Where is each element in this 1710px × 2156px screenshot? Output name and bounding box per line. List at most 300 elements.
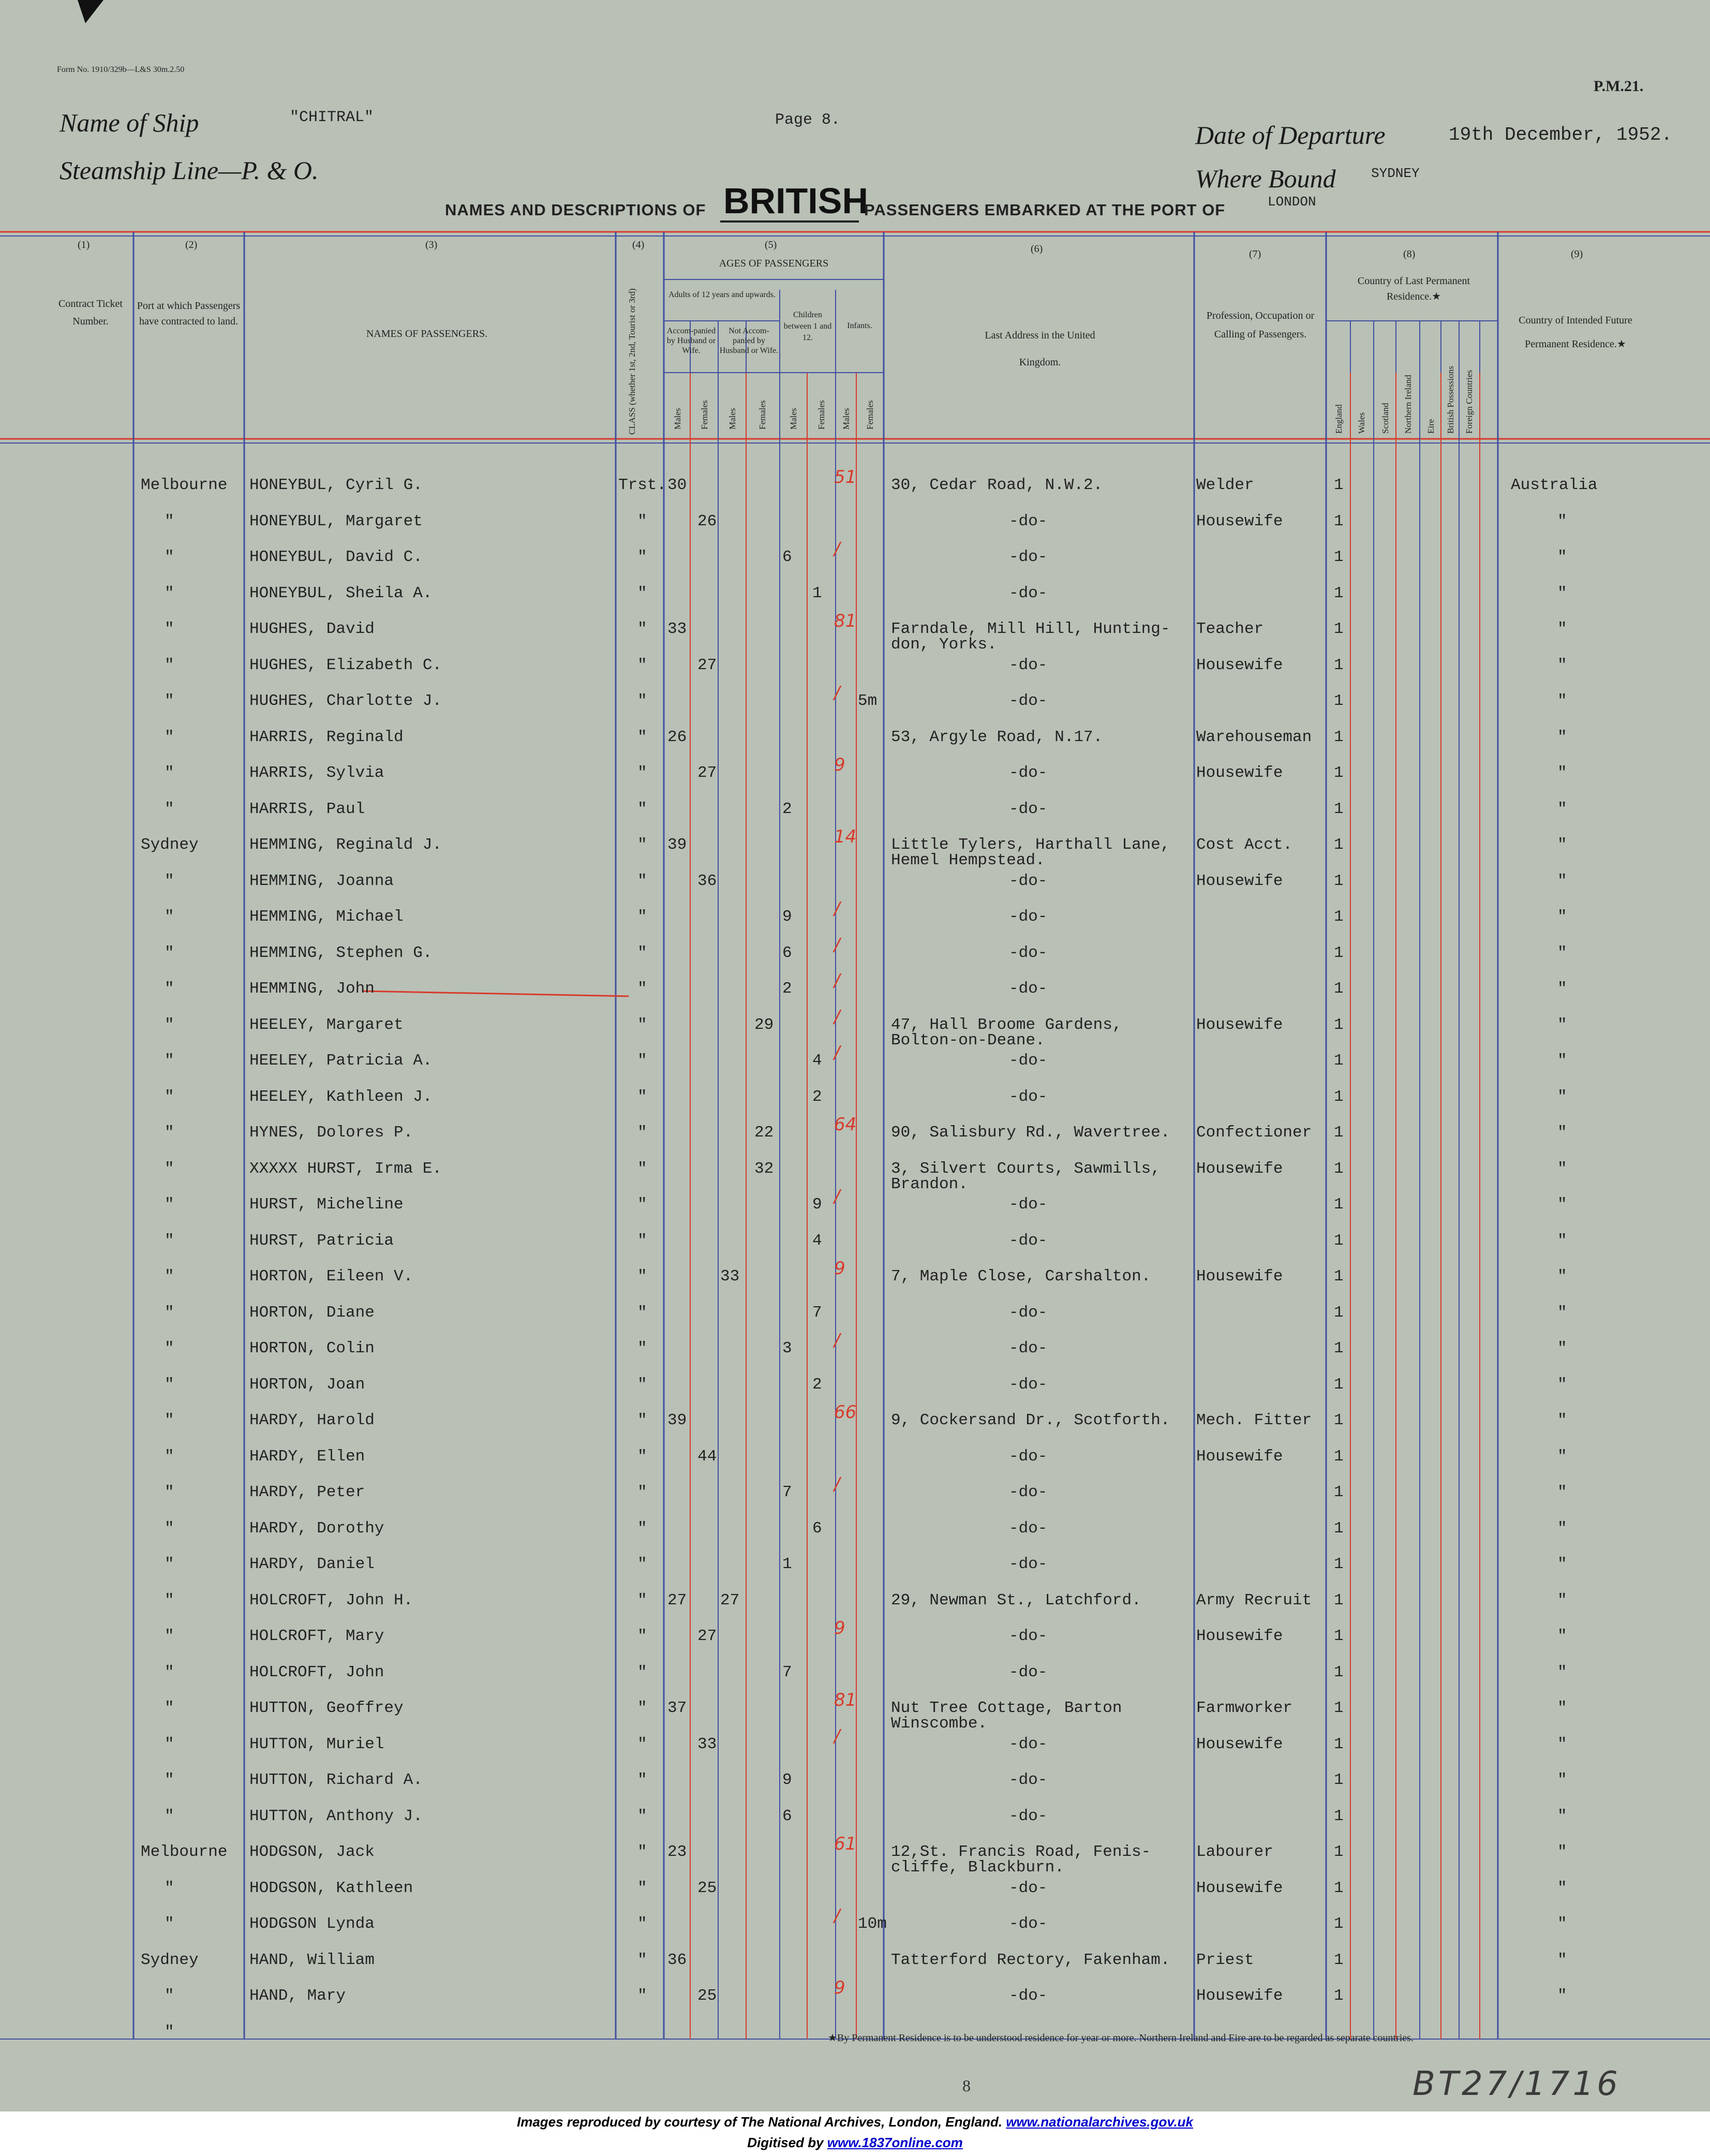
table-row — [0, 872, 1710, 908]
table-row — [0, 1618, 1710, 1663]
table-row — [0, 1042, 1710, 1088]
table-row — [0, 1690, 1710, 1735]
cell-cls: " — [637, 1375, 647, 1394]
cell-dest: " — [1557, 943, 1567, 962]
cell-prof: Housewife — [1196, 764, 1283, 782]
cell-surname: HORTON, — [249, 1339, 317, 1357]
cell-given: Kathleen — [336, 1879, 413, 1897]
cell-surname: HODGSON, — [249, 1843, 326, 1861]
form-code: P.M.21. — [1594, 78, 1644, 95]
cell-mark: / — [834, 1006, 840, 1027]
cell-mark: / — [834, 1474, 840, 1495]
cell-af: 33 — [697, 1735, 717, 1753]
cell-surname: HEMMING, — [249, 836, 326, 854]
cell-addr: -do- — [1009, 1195, 1048, 1214]
cell-addr: -do- — [1009, 1087, 1048, 1106]
cell-dest: " — [1557, 872, 1567, 890]
cell-am: 39 — [667, 1411, 687, 1429]
cell-prof: Warehouseman — [1196, 728, 1312, 746]
cell-eng: 1 — [1334, 1447, 1344, 1466]
cell-dest: " — [1557, 1052, 1567, 1070]
cell-addr: -do- — [1009, 1987, 1048, 2005]
col-number: (6) — [1031, 243, 1043, 255]
cell-prof: Housewife — [1196, 656, 1283, 674]
cell-cls: " — [637, 692, 647, 710]
cell-dest: " — [1557, 980, 1567, 998]
cell-addr: Farndale, Mill Hill, Hunting- — [891, 620, 1170, 638]
cell-surname: HODGSON — [249, 1915, 317, 1933]
cell-eng: 1 — [1334, 476, 1344, 494]
cell-cls: " — [637, 620, 647, 638]
cell-cm: 2 — [782, 800, 792, 818]
cell-given: John H. — [346, 1591, 413, 1609]
cell-given: Kathleen J. — [326, 1087, 433, 1106]
cell-port: " — [165, 1771, 174, 1789]
table-row — [0, 934, 1710, 980]
adults-header: Adults of 12 years and upwards. — [668, 290, 776, 299]
cell-addr: -do- — [1009, 1303, 1048, 1322]
table-row — [0, 1160, 1710, 1196]
cell-given: Joan — [326, 1375, 365, 1394]
cell-dest: " — [1557, 836, 1567, 854]
cell-mark: / — [834, 1186, 840, 1207]
cell-surname: HARRIS, — [249, 764, 317, 782]
age-sub-header: Males — [841, 408, 851, 430]
departure-date: 19th December, 1952. — [1449, 124, 1673, 145]
cell-cm: 7 — [782, 1663, 792, 1681]
cell-cm: 2 — [782, 980, 792, 998]
cell-port: Sydney — [141, 1951, 199, 1969]
nationalarchives-link[interactable]: www.nationalarchives.gov.uk — [1006, 2114, 1194, 2130]
cell-prof: Welder — [1196, 476, 1254, 494]
table-row — [0, 1232, 1710, 1268]
cell-addr: -do- — [1009, 908, 1048, 926]
cell-dest: " — [1557, 1987, 1567, 2005]
cell-mark: 61 — [834, 1834, 857, 1854]
cell-eng: 1 — [1334, 1124, 1344, 1142]
cell-am: 30 — [667, 476, 687, 494]
cell-addr: 47, Hall Broome Gardens, — [891, 1015, 1122, 1034]
cell-addr: -do- — [1009, 1375, 1048, 1394]
cell-surname: HUGHES, — [249, 692, 317, 710]
cell-cls: " — [637, 1052, 647, 1070]
cell-addr: -do- — [1009, 1483, 1048, 1501]
cell-cls: " — [637, 764, 647, 782]
cell-given: Charlotte J. — [326, 692, 442, 710]
cell-dest: " — [1557, 908, 1567, 926]
cell-eng: 1 — [1334, 1267, 1344, 1286]
cell-cls: " — [637, 1195, 647, 1214]
cell-surname: HUTTON, — [249, 1699, 317, 1717]
cell-port: " — [165, 1879, 174, 1897]
col-number: (5) — [765, 239, 777, 250]
cell-given: Micheline — [317, 1195, 404, 1214]
table-row — [0, 1258, 1710, 1304]
age-sub-header: Females — [700, 400, 709, 430]
cell-eng: 1 — [1334, 1627, 1344, 1645]
cell-surname: HARRIS, — [249, 728, 317, 746]
cell-addr: -do- — [1009, 1555, 1048, 1573]
cell-addr: -do- — [1009, 1052, 1048, 1070]
cell-cls: " — [637, 1807, 647, 1825]
cell-cls: " — [637, 1951, 647, 1969]
cell-eng: 1 — [1334, 1915, 1344, 1933]
cell-dest: " — [1557, 1591, 1567, 1609]
cell-dest: " — [1557, 728, 1567, 746]
cell-given: Diane — [326, 1303, 375, 1322]
cell-addr2: cliffe, Blackburn. — [891, 1858, 1064, 1877]
cell-af: 27 — [697, 1627, 717, 1645]
cell-dest: Australia — [1511, 476, 1598, 494]
cell-given: David — [326, 620, 375, 638]
cell-prof: Confectioner — [1196, 1124, 1312, 1142]
contract-header: Contract Ticket Number. — [58, 298, 123, 327]
country-sub-header: Wales — [1357, 412, 1366, 434]
cell-port: " — [165, 800, 174, 818]
bound-label: Where Bound — [1195, 164, 1336, 193]
cell-cls: " — [637, 1591, 647, 1609]
cell-cls: " — [637, 1627, 647, 1645]
cell-cls: " — [637, 1879, 647, 1897]
cell-given: Geoffrey — [326, 1699, 404, 1717]
cell-mark: 81 — [834, 1690, 857, 1710]
cell-eng: 1 — [1334, 692, 1344, 710]
cell-addr: -do- — [1009, 943, 1048, 962]
cell-given: Eileen V. — [326, 1267, 413, 1286]
cell-cf: 7 — [812, 1303, 822, 1322]
cell-prof: Housewife — [1196, 1987, 1283, 2005]
cell-dest: " — [1557, 1843, 1567, 1861]
cell-surname: HUGHES, — [249, 656, 317, 674]
cell-af: 25 — [697, 1987, 717, 2005]
credit-text-1: Images reproduced by courtesy of The National Archives, London, England. — [516, 2114, 1003, 2130]
1837online-link[interactable]: www.1837online.com — [827, 2135, 963, 2150]
cell-port: " — [165, 1087, 174, 1106]
cell-am: 37 — [667, 1699, 687, 1717]
cell-af: 36 — [697, 872, 717, 890]
ship-name: "CHITRAL" — [290, 109, 374, 126]
table-row — [0, 826, 1710, 872]
cell-nm: 27 — [720, 1591, 740, 1609]
credit-line-1 — [0, 2111, 1710, 2132]
table-row — [0, 1906, 1710, 1951]
cell-mark: / — [834, 1042, 840, 1063]
cell-cls: " — [637, 512, 647, 530]
cell-eng: 1 — [1334, 1159, 1344, 1178]
cell-port: Sydney — [141, 836, 199, 854]
cell-dest: " — [1557, 512, 1567, 530]
country-sub-header: Foreign Countries — [1464, 370, 1474, 434]
cell-surname: HEMMING, — [249, 908, 326, 926]
cell-mark: 51 — [834, 467, 857, 488]
cell-mark: 9 — [834, 1258, 845, 1279]
cell-port: " — [165, 908, 174, 926]
cell-surname: HEELEY, — [249, 1052, 317, 1070]
cell-addr: 30, Cedar Road, N.W.2. — [891, 476, 1103, 494]
cell-cls: " — [637, 1303, 647, 1322]
cell-cls: " — [637, 800, 647, 818]
cell-addr: Tatterford Rectory, Fakenham. — [891, 1951, 1170, 1969]
credit-footer — [0, 2111, 1710, 2156]
footnote: ★By Permanent Residence is to be understood residence for year or more. Northern Ireland and Eire are to be regarded as separate countries. — [828, 2032, 1414, 2044]
country-sub-header: England — [1334, 404, 1344, 434]
cell-addr: 29, Newman St., Latchford. — [891, 1591, 1141, 1609]
cell-surname: HOLCROFT, — [249, 1591, 336, 1609]
cell-port: " — [165, 728, 174, 746]
cell-prof: Housewife — [1196, 1879, 1283, 1897]
cell-eng: 1 — [1334, 512, 1344, 530]
cell-port: " — [165, 1375, 174, 1394]
cell-port: " — [165, 1411, 174, 1429]
table-row — [0, 1951, 1710, 1987]
names-header: NAMES OF PASSENGERS. — [366, 328, 488, 339]
cell-cm: 3 — [782, 1339, 792, 1357]
cell-dest: " — [1557, 764, 1567, 782]
cell-given: Dolores P. — [317, 1124, 413, 1142]
table-row — [0, 467, 1710, 512]
cell-surname: HORTON, — [249, 1303, 317, 1322]
cell-eng: 1 — [1334, 1555, 1344, 1573]
cell-cf: 2 — [812, 1375, 822, 1394]
country-last-header: Country of Last Permanent Residence.★ — [1357, 275, 1470, 302]
cell-prof: Housewife — [1196, 872, 1283, 890]
cell-prof: Housewife — [1196, 1447, 1283, 1466]
cell-dest: " — [1557, 1087, 1567, 1106]
page-label: Page 8. — [775, 111, 841, 129]
cell-prof: Teacher — [1196, 620, 1264, 638]
cell-cf: 2 — [812, 1087, 822, 1106]
cell-port: " — [165, 1699, 174, 1717]
cell-nf: 32 — [754, 1159, 774, 1178]
cell-eng: 1 — [1334, 548, 1344, 566]
cell-prof: Cost Acct. — [1196, 836, 1293, 854]
cell-mark: / — [834, 683, 840, 703]
cell-port: " — [165, 943, 174, 962]
cell-cls: " — [637, 1231, 647, 1250]
cell-cls: " — [637, 1339, 647, 1357]
cell-cm: 6 — [782, 548, 792, 566]
cell-cls: " — [637, 1663, 647, 1681]
cell-addr2: Bolton-on-Deane. — [891, 1031, 1045, 1050]
age-sub-header: Males — [673, 408, 682, 430]
cell-given: Ellen — [317, 1447, 365, 1466]
intended-header: Country of Intended Future Permanent Residence.★ — [1519, 315, 1632, 350]
cell-dest: " — [1557, 1375, 1567, 1394]
cell-cls: " — [637, 1915, 647, 1933]
cell-eng: 1 — [1334, 943, 1344, 962]
cell-dest: " — [1557, 584, 1567, 602]
cell-addr: -do- — [1009, 1915, 1048, 1933]
table-row — [0, 970, 1710, 1016]
table-row — [0, 1834, 1710, 1879]
cell-cf: 6 — [812, 1519, 822, 1538]
country-sub-header: Northern Ireland — [1403, 375, 1413, 434]
col-number: (7) — [1249, 248, 1261, 260]
cell-prof: Labourer — [1196, 1843, 1273, 1861]
table-row — [0, 755, 1710, 800]
cell-given: Cyril G. — [346, 476, 423, 494]
cell-addr: 3, Silvert Courts, Sawmills, — [891, 1159, 1161, 1178]
cell-given: Lynda — [326, 1915, 375, 1933]
cell-eng: 1 — [1334, 908, 1344, 926]
cell-cls: " — [637, 1124, 647, 1142]
cell-dest: " — [1557, 1555, 1567, 1573]
age-sub-header: Females — [757, 400, 767, 430]
cell-cm: 1 — [782, 1555, 792, 1573]
cell-given: Reginald J. — [336, 836, 442, 854]
cell-surname: HAND, — [249, 1951, 298, 1969]
table-row — [0, 1591, 1710, 1628]
cell-dest: " — [1557, 1483, 1567, 1501]
cell-mark: / — [834, 1330, 840, 1351]
cell-surname: HONEYBUL, — [249, 476, 336, 494]
cell-cls: " — [637, 1699, 647, 1717]
cell-am: 26 — [667, 728, 687, 746]
cell-addr: -do- — [1009, 1663, 1048, 1681]
cell-dest: " — [1557, 800, 1567, 818]
cell-surname: HARDY, — [249, 1519, 307, 1538]
cell-mark: / — [834, 898, 840, 919]
cell-given: John — [346, 1663, 384, 1681]
cell-port: " — [165, 656, 174, 674]
cell-addr2: Winscombe. — [891, 1715, 988, 1733]
cell-port: Melbourne — [141, 1843, 228, 1861]
cell-surname: HORTON, — [249, 1267, 317, 1286]
cell-surname: HOLCROFT, — [249, 1627, 336, 1645]
table-row — [0, 1186, 1710, 1232]
table-row — [0, 683, 1710, 728]
col-number: (4) — [632, 239, 645, 250]
cell-mark: 9 — [834, 1618, 845, 1638]
cell-eng: 1 — [1334, 1375, 1344, 1394]
cell-am: 39 — [667, 836, 687, 854]
table-row — [0, 512, 1710, 549]
cell-addr: -do- — [1009, 1339, 1048, 1357]
country-sub-header: Eire — [1426, 419, 1436, 434]
cell-eng: 1 — [1334, 656, 1344, 674]
cell-given: Jack — [336, 1843, 375, 1861]
cell-eng: 1 — [1334, 728, 1344, 746]
table-row — [0, 1879, 1710, 1915]
cell-port: " — [165, 1483, 174, 1501]
cell-addr: -do- — [1009, 980, 1048, 998]
table-row — [0, 539, 1710, 584]
cell-if: 5m — [858, 692, 878, 710]
cell-eng: 1 — [1334, 1303, 1344, 1322]
cell-given: Joanna — [336, 872, 394, 890]
cell-surname: HEELEY, — [249, 1015, 317, 1034]
cell-dest: " — [1557, 1807, 1567, 1825]
cell-addr: -do- — [1009, 1807, 1048, 1825]
table-row — [0, 1725, 1710, 1771]
cell-addr2: Hemel Hempstead. — [891, 851, 1045, 869]
form-number: Form No. 1910/329b—L&S 30m.2.50 — [57, 65, 185, 74]
table-row — [0, 1304, 1710, 1340]
cell-port: " — [165, 1663, 174, 1681]
cell-am: 27 — [667, 1591, 687, 1609]
cell-given: David C. — [346, 548, 423, 566]
cell-port: " — [165, 764, 174, 782]
cell-cls: " — [637, 1987, 647, 2005]
cell-dest: " — [1557, 1915, 1567, 1933]
cell-eng: 1 — [1334, 1591, 1344, 1609]
cell-addr: -do- — [1009, 512, 1048, 530]
cell-eng: 1 — [1334, 1087, 1344, 1106]
corner-mark — [78, 0, 103, 23]
cell-port: " — [165, 2022, 174, 2041]
cell-surname: HUTTON, — [249, 1771, 317, 1789]
cell-dest: " — [1557, 1879, 1567, 1897]
cell-cls: " — [637, 1519, 647, 1538]
cell-surname: HEELEY, — [249, 1087, 317, 1106]
port-of-embark: LONDON — [1268, 194, 1316, 210]
cell-dest: " — [1557, 1411, 1567, 1429]
cell-eng: 1 — [1334, 1339, 1344, 1357]
cell-given: Daniel — [317, 1555, 375, 1573]
table-row — [0, 1977, 1710, 2023]
cell-port: Melbourne — [141, 476, 228, 494]
cell-prof: Army Recruit — [1196, 1591, 1312, 1609]
cell-dest: " — [1557, 1339, 1567, 1357]
cell-given: Michael — [336, 908, 404, 926]
cell-dest: " — [1557, 548, 1567, 566]
class-header: CLASS (whether 1st, 2nd, Tourist or 3rd) — [627, 288, 637, 435]
cell-cls: " — [637, 836, 647, 854]
cell-eng: 1 — [1334, 1195, 1344, 1214]
cell-eng: 1 — [1334, 764, 1344, 782]
cell-addr: -do- — [1009, 1879, 1048, 1897]
cell-port: " — [165, 1807, 174, 1825]
cell-given: Colin — [326, 1339, 375, 1357]
cell-addr: -do- — [1009, 800, 1048, 818]
cell-addr: -do- — [1009, 1519, 1048, 1538]
cell-eng: 1 — [1334, 980, 1344, 998]
cell-nm: 33 — [720, 1267, 740, 1286]
cell-dest: " — [1557, 1015, 1567, 1034]
cell-af: 26 — [697, 512, 717, 530]
cell-addr: Nut Tree Cottage, Barton — [891, 1699, 1122, 1717]
cell-given: Patricia A. — [326, 1052, 433, 1070]
cell-addr: 7, Maple Close, Carshalton. — [891, 1267, 1151, 1286]
cell-surname: HARDY, — [249, 1483, 307, 1501]
cell-eng: 1 — [1334, 1663, 1344, 1681]
cell-port: " — [165, 980, 174, 998]
table-row — [0, 1448, 1710, 1484]
cell-addr2: don, Yorks. — [891, 636, 997, 654]
cell-surname: HOLCROFT, — [249, 1663, 336, 1681]
cell-surname: HARDY, — [249, 1555, 307, 1573]
cell-cls: " — [637, 1159, 647, 1178]
cell-am: 23 — [667, 1843, 687, 1861]
cell-eng: 1 — [1334, 1483, 1344, 1501]
cell-port: " — [165, 1339, 174, 1357]
age-sub-header: Females — [816, 400, 826, 430]
cell-addr: -do- — [1009, 692, 1048, 710]
cell-cf: 4 — [812, 1231, 822, 1250]
heading-post: PASSENGERS EMBARKED AT THE PORT OF — [864, 201, 1226, 219]
cell-surname: HONEYBUL, — [249, 548, 336, 566]
cell-given: Dorothy — [317, 1519, 384, 1538]
table-row — [0, 898, 1710, 944]
cell-port: " — [165, 692, 174, 710]
table-row — [0, 1330, 1710, 1376]
cell-port: " — [165, 1303, 174, 1322]
cell-cf: 9 — [812, 1195, 822, 1214]
cell-addr: -do- — [1009, 764, 1048, 782]
cell-dest: " — [1557, 1519, 1567, 1538]
cell-surname: HYNES, — [249, 1124, 307, 1142]
cell-port: " — [165, 1195, 174, 1214]
